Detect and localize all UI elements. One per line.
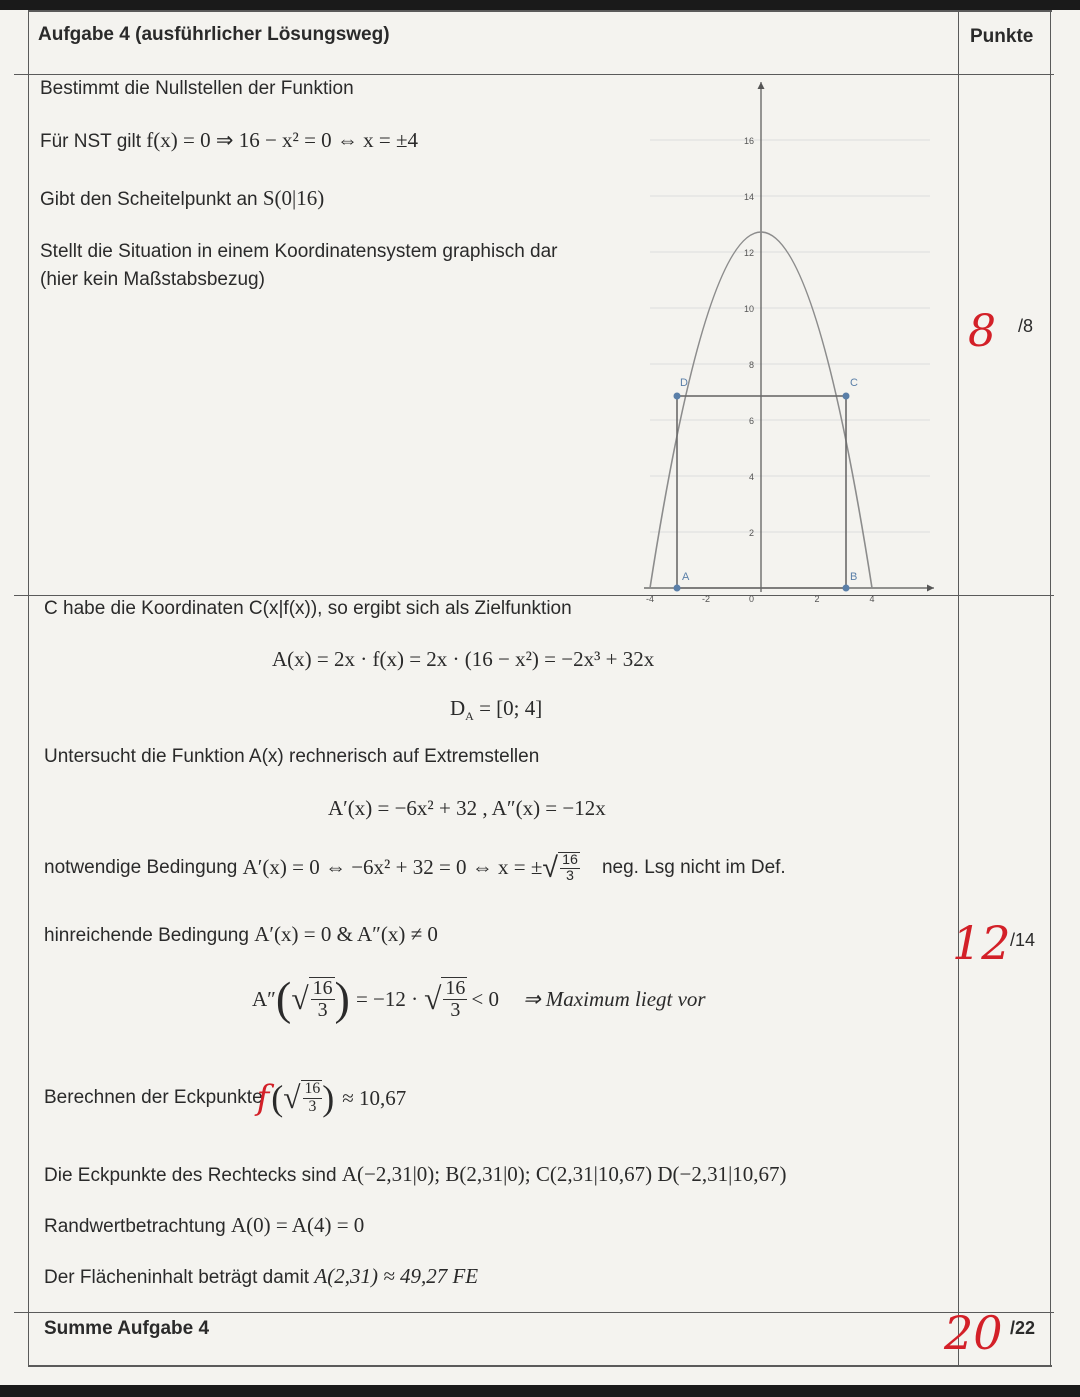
y-tick-6: 6 — [748, 416, 754, 426]
boundary-line: Randwertbetrachtung A(0) = A(4) = 0 — [44, 1213, 365, 1237]
sufficient-condition: hinreichende Bedingung A′(x) = 0 & A″(x) ≠ 0 — [44, 922, 438, 946]
corner-calc: Berechnen der Eckpunkte f ( √ $\frac{16}{3}$ ) ≈ 10,67 — [44, 1078, 407, 1118]
area-line: Der Flächeninhalt beträgt damit A(2,31) ≈ 49,27 FE — [44, 1264, 479, 1288]
vertex-math: S(0|16) — [262, 186, 325, 210]
sqrt-16-3: √ $\frac{16}{3}$ — [542, 851, 578, 884]
second-derivative-check: A″ ( √ $\frac{16}{3}$ ) = −12 · √ $\frac{16}{3}$ < 0 ⇒ Maximum liegt vor — [252, 973, 706, 1024]
graph-note: (hier kein Maßstabsbezug) — [40, 269, 265, 290]
y-tick-14: 14 — [743, 192, 754, 202]
points-header: Punkte — [970, 26, 1034, 47]
target-function: A(x) = 2x · f(x) = 2x · (16 − x²) = −2x³ + 32x — [272, 647, 655, 671]
point-a — [674, 585, 681, 592]
parabola-graph — [630, 72, 950, 604]
score-total: 20 — [944, 1306, 1003, 1360]
label-d: D — [680, 377, 688, 389]
table-right-border — [1050, 10, 1051, 1367]
points-column-border — [958, 10, 959, 1367]
neg-note: neg. Lsg nicht im Def. — [601, 856, 786, 878]
derivatives: A′(x) = −6x² + 32 , A″(x) = −12x — [328, 796, 606, 820]
point-c — [843, 393, 850, 400]
y-tick-12: 12 — [743, 248, 754, 258]
y-tick-10: 10 — [743, 304, 754, 314]
point-b — [843, 585, 850, 592]
score-section1: 8 — [968, 306, 996, 357]
point-d — [674, 393, 681, 400]
y-tick-8: 8 — [748, 360, 754, 370]
score-total-max: /22 — [1010, 1318, 1036, 1338]
zeros-math: f(x) = 0 ⇒ 16 − x² = 0 ⇔ x = ±4 — [146, 128, 419, 152]
maximum-note: ⇒ Maximum liegt vor — [522, 986, 706, 1011]
y-tick-2: 2 — [748, 528, 754, 538]
x-tick-neg2: -2 — [701, 594, 711, 604]
worksheet — [0, 10, 1080, 1385]
necessary-condition: notwendige Bedingung A′(x) = 0 ⇔ −6x² + 32 = 0 ⇔ x = ± √ $\frac{16}{3}$ neg. Lsg nicht im Def. — [44, 851, 786, 884]
domain-line: $D_A = [0$; 4] — [450, 696, 543, 724]
y-tick-4: 4 — [748, 472, 754, 482]
task-title: Aufgabe 4 (ausführlicher Lösungsweg) — [38, 24, 390, 45]
extrema-heading: Untersucht die Funktion A(x) rechnerisch auf Extremstellen — [44, 746, 540, 767]
sum-label: Summe Aufgabe 4 — [44, 1318, 210, 1339]
score-section2: 12 — [952, 916, 1011, 970]
graph-instruction: Stellt die Situation in einem Koordinatensystem graphisch dar — [40, 241, 558, 262]
y-tick-16: 16 — [743, 136, 754, 146]
score-section2-max: /14 — [1010, 930, 1036, 950]
y-tick-0: 0 — [748, 594, 754, 604]
graph-grid — [650, 140, 930, 588]
x-tick-4: 4 — [869, 594, 875, 604]
x-tick-neg4: -4 — [645, 594, 655, 604]
table-left-border — [28, 10, 29, 1367]
zeros-heading: Bestimmt die Nullstellen der Funktion — [40, 78, 354, 99]
table-top-line — [28, 10, 1052, 12]
label-b: B — [850, 571, 858, 583]
footer-divider — [14, 1312, 1054, 1313]
x-tick-2: 2 — [814, 594, 820, 604]
score-section1-max: /8 — [1018, 316, 1034, 336]
label-a: A — [682, 571, 690, 583]
target-intro: C habe die Koordinaten C(x|f(x)), so ergibt sich als Zielfunktion — [44, 598, 572, 619]
vertices-line: Die Eckpunkte des Rechtecks sind A(−2,31|0); B(2,31|0); C(2,31|10,67) D(−2,31|10,67) — [44, 1162, 787, 1186]
vertex-line: Gibt den Scheitelpunkt an S(0|16) — [40, 186, 325, 210]
zeros-line: Für NST gilt f(x) = 0 ⇒ 16 − x² = 0 ⇔ x = ±4 — [40, 128, 419, 152]
handwritten-f: f — [256, 1078, 270, 1118]
table-bottom-line — [28, 1365, 1052, 1367]
label-c: C — [850, 377, 858, 389]
